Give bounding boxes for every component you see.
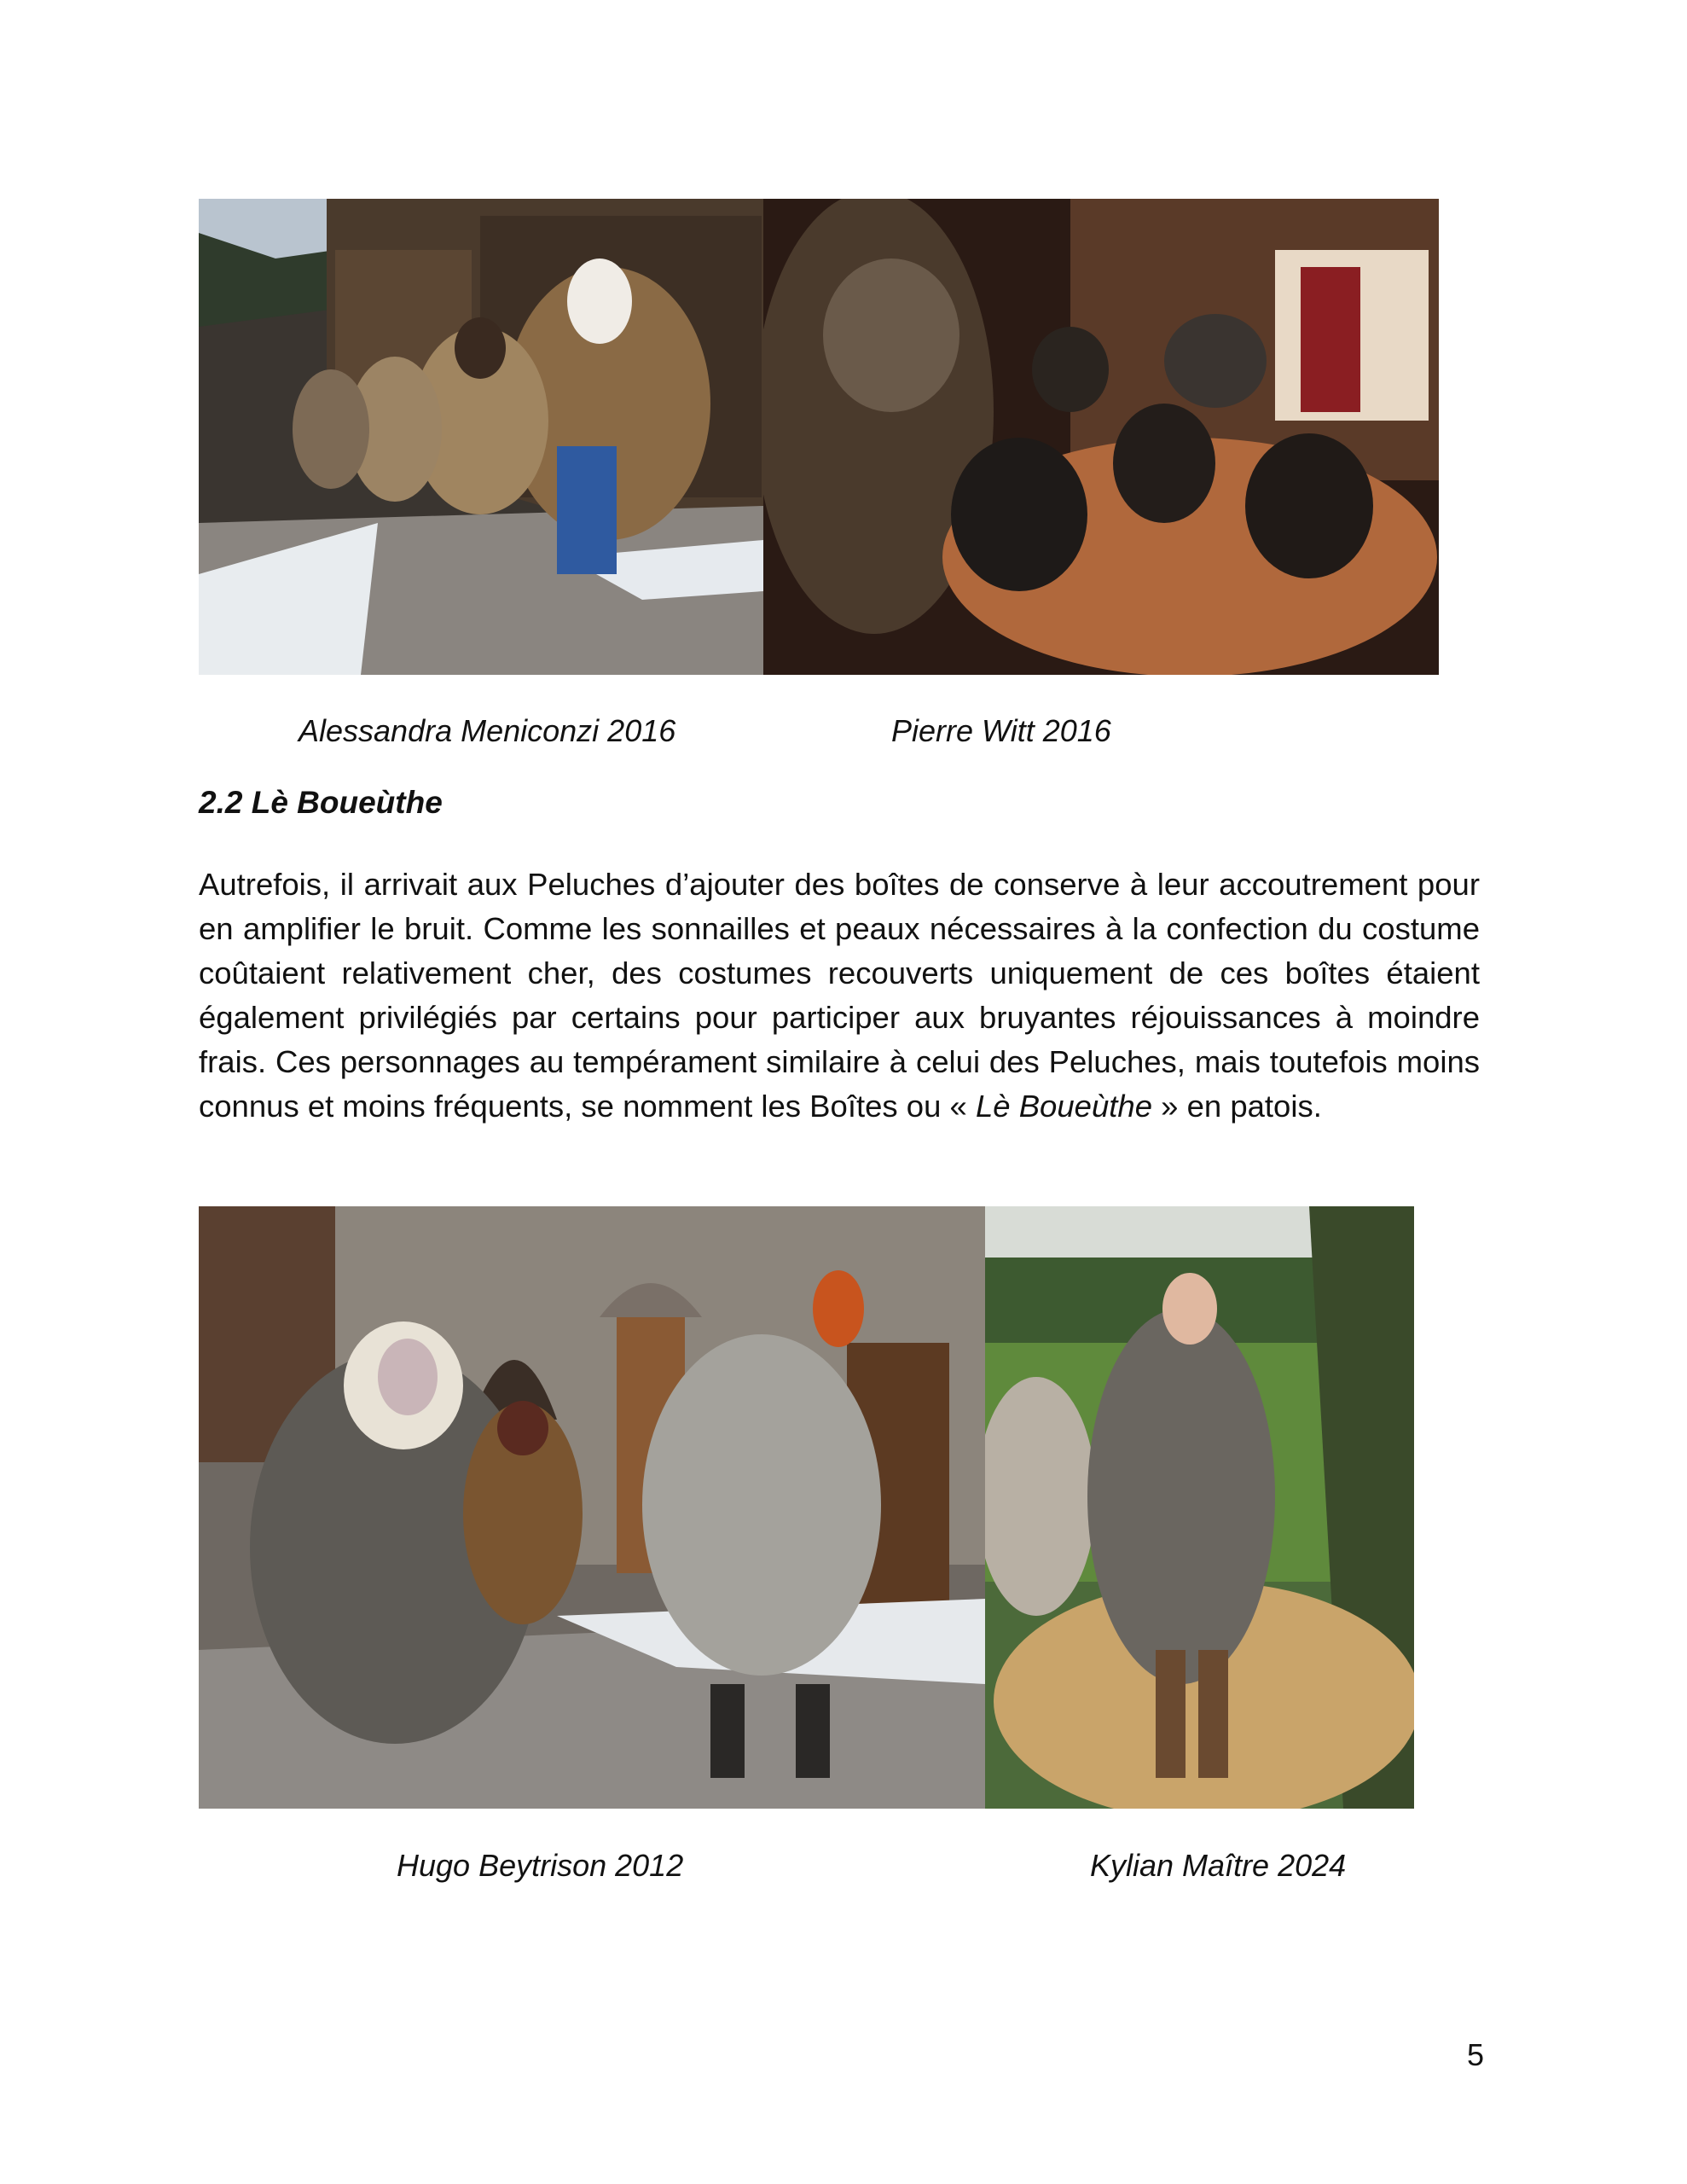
paragraph-text-end: » en patois. [1152, 1089, 1322, 1124]
photo-boueuthe-hay [985, 1206, 1414, 1809]
page-number: 5 [1467, 2037, 1485, 2072]
photo-peluches-table [763, 199, 1439, 675]
photo-peluches-street [199, 199, 763, 675]
paragraph-italic-term: Lè Boueùthe [975, 1089, 1152, 1124]
section-title: 2.2 Lè Boueùthe [199, 785, 443, 820]
paragraph-text: Autrefois, il arrivait aux Peluches d’ajouter des boîtes de conserve à leur accoutrement pour en amplifier le bruit. Comme les sonnailles et peaux nécessaires à la confection du costume coûtaient relativement cher, des costumes recouverts uniquement de ces boîtes étaient également privilégiés par certains pour participer aux bruyantes réjouissances à moindre frais. Ces personnages au tempérament similaire à celui des Peluches, mais toutefois moins connus et moins fréquents, se nomment les Boîtes ou « [199, 867, 1480, 1124]
photo-caption-left-row2: Hugo Beytrison 2012 [397, 1848, 684, 1883]
photo-caption-left-row1: Alessandra Meniconzi 2016 [299, 713, 676, 748]
photo-caption-right-row2: Kylian Maître 2024 [1090, 1848, 1347, 1883]
body-paragraph [199, 863, 1480, 1129]
photo-boueuthe-street [199, 1206, 985, 1809]
photo-caption-right-row1: Pierre Witt 2016 [891, 713, 1111, 748]
